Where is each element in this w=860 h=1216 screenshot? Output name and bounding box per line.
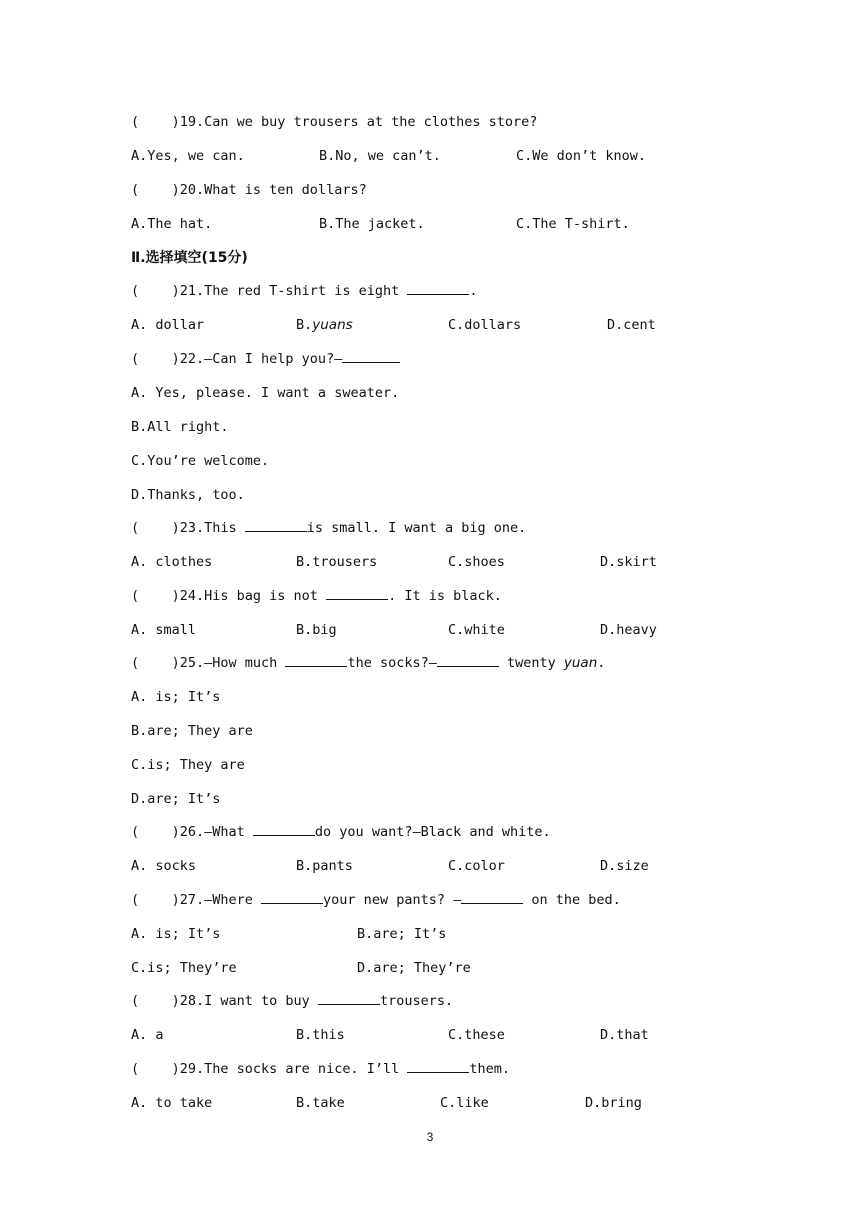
q28-option-a: A. a: [131, 1027, 164, 1043]
q24-option-d: D.heavy: [600, 622, 657, 638]
q25-option-b: B.are; They are: [131, 723, 253, 739]
q24-option-a: A. small: [131, 622, 197, 638]
answer-blank: [285, 654, 347, 667]
q21-option-d: D.cent: [607, 317, 656, 333]
answer-blank: [326, 587, 388, 600]
option-letter: B.: [296, 317, 313, 333]
q22-option-d: D.Thanks, too.: [131, 487, 245, 503]
q21-option-c: C.dollars: [448, 317, 522, 333]
q27-option-b: B.are; It’s: [357, 926, 447, 942]
q22-option-a: A. Yes, please. I want a sweater.: [131, 385, 400, 401]
q21-option-b: [296, 316, 353, 334]
stem-text: on the bed.: [523, 892, 621, 908]
answer-blank: [318, 992, 380, 1005]
question-21-stem: [131, 282, 477, 300]
section-heading: Ⅱ.选择填空(15分): [131, 250, 248, 266]
stem-text: ( )25.—How much: [131, 655, 286, 671]
question-22-stem: [131, 350, 400, 368]
stem-text: ( )23.This: [131, 520, 245, 536]
q25-option-a: A. is; It’s: [131, 689, 221, 705]
stem-text: ( )21.The red T-shirt is eight: [131, 283, 408, 299]
answer-blank: [245, 519, 307, 532]
q27-option-a: A. is; It’s: [131, 926, 221, 942]
answer-blank: [253, 823, 315, 836]
q20-option-a: A.The hat.: [131, 216, 213, 232]
q26-option-d: D.size: [600, 858, 649, 874]
q23-option-c: C.shoes: [448, 554, 505, 570]
stem-text: ( )27.—Where: [131, 892, 262, 908]
stem-text: ( )24.His bag is not: [131, 588, 327, 604]
q19-option-c: C.We don’t know.: [516, 148, 647, 164]
stem-text: ( )26.—What: [131, 824, 253, 840]
q26-option-c: C.color: [448, 858, 505, 874]
question-19-stem: ( )19.Can we buy trousers at the clothes store?: [131, 114, 538, 130]
q28-option-b: B.this: [296, 1027, 345, 1043]
q28-option-c: C.these: [448, 1027, 505, 1043]
q23-option-a: A. clothes: [131, 554, 213, 570]
answer-blank: [342, 350, 400, 363]
stem-text: ( )22.—Can I help you?—: [131, 351, 343, 367]
question-28-stem: [131, 992, 453, 1010]
q20-option-b: B.The jacket.: [319, 216, 425, 232]
q29-option-d: D.bring: [585, 1095, 642, 1111]
q26-option-b: B.pants: [296, 858, 353, 874]
answer-blank: [461, 891, 523, 904]
stem-text: your new pants? —: [323, 892, 462, 908]
q19-option-a: A.Yes, we can.: [131, 148, 245, 164]
stem-text: trousers.: [379, 993, 454, 1009]
page-number: 3: [426, 1130, 434, 1144]
answer-blank: [407, 1060, 469, 1073]
q22-option-b: B.All right.: [131, 419, 229, 435]
q26-option-a: A. socks: [131, 858, 197, 874]
q28-option-d: D.that: [600, 1027, 649, 1043]
answer-blank: [407, 282, 469, 295]
question-25-stem: [131, 654, 605, 672]
question-27-stem: [131, 891, 621, 909]
question-23-stem: [131, 519, 526, 537]
q19-option-b: B.No, we can’t.: [319, 148, 441, 164]
question-24-stem: [131, 587, 502, 605]
q20-option-c: C.The T-shirt.: [516, 216, 630, 232]
q22-option-c: C.You’re welcome.: [131, 453, 270, 469]
question-20-stem: ( )20.What is ten dollars?: [131, 182, 367, 198]
q21-option-a: A. dollar: [131, 317, 205, 333]
q23-option-b: B.trousers: [296, 554, 378, 570]
question-26-stem: [131, 823, 551, 841]
q24-option-b: B.big: [296, 622, 337, 638]
q29-option-b: B.take: [296, 1095, 345, 1111]
q27-option-c: C.is; They’re: [131, 960, 237, 976]
stem-text: is small. I want a big one.: [306, 520, 527, 536]
q29-option-c: C.like: [440, 1095, 489, 1111]
option-text: yuans: [312, 317, 353, 333]
stem-text: the socks?—: [347, 655, 437, 671]
answer-blank: [261, 891, 323, 904]
q25-option-d: D.are; It’s: [131, 791, 221, 807]
stem-text: do you want?—Black and white.: [314, 824, 551, 840]
stem-text: ( )28.I want to buy: [131, 993, 318, 1009]
stem-text: . It is black.: [388, 588, 502, 604]
stem-text: ( )29.The socks are nice. I’ll: [131, 1061, 408, 1077]
q23-option-d: D.skirt: [600, 554, 657, 570]
stem-text: .: [469, 283, 478, 299]
stem-text: .: [597, 655, 606, 671]
q29-option-a: A. to take: [131, 1095, 213, 1111]
q24-option-c: C.white: [448, 622, 505, 638]
stem-text: them.: [469, 1061, 510, 1077]
stem-italic-text: yuan: [563, 655, 598, 671]
question-29-stem: [131, 1060, 510, 1078]
stem-text: twenty: [498, 655, 564, 671]
q25-option-c: C.is; They are: [131, 757, 245, 773]
answer-blank: [437, 654, 499, 667]
q27-option-d: D.are; They’re: [357, 960, 471, 976]
